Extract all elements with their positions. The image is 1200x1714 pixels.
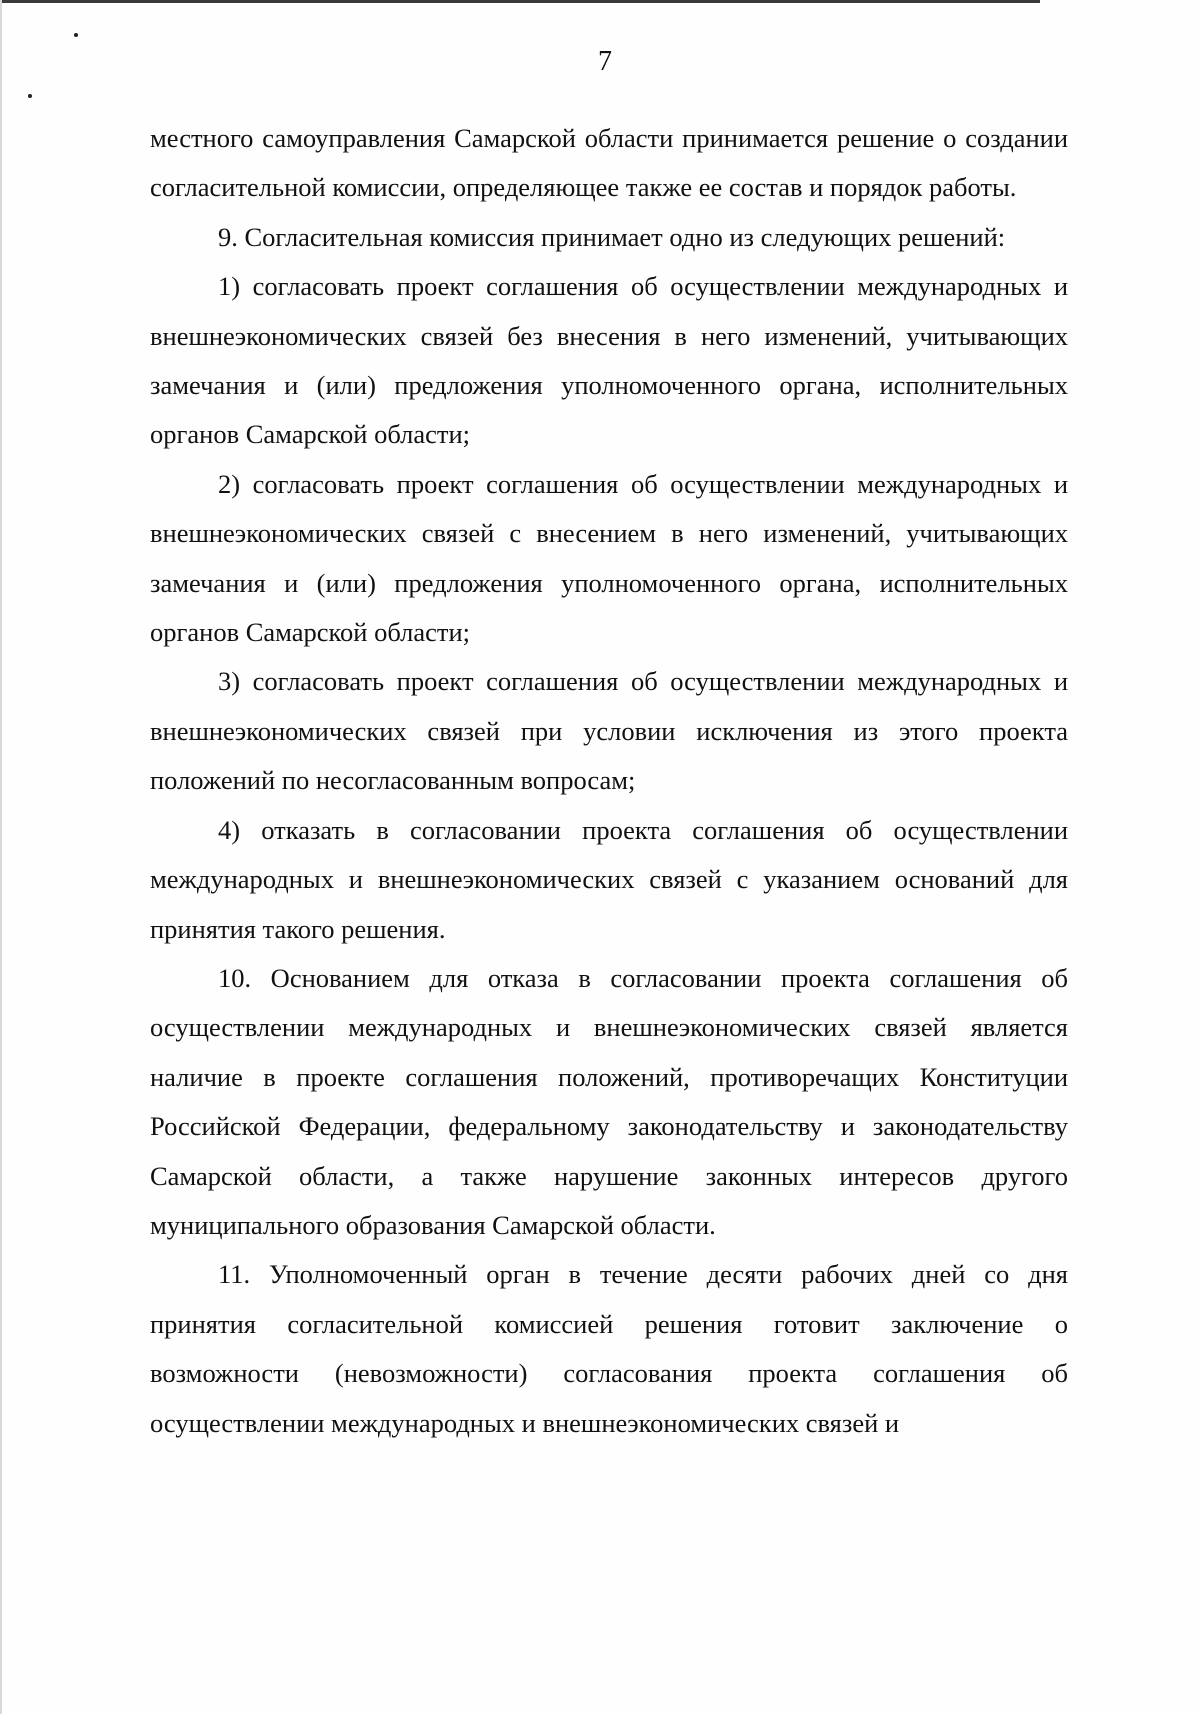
scan-left-edge [0, 0, 2, 1714]
paragraph-subitem-1: 1) согласовать проект соглашения об осуществлении международных и внешнеэкономических связей без внесения в него изменений, учитывающих замечания и (или) предложения уполномоченного органа, исполнительных органов Самарской области; [150, 271, 1068, 450]
paragraph-item-9: 9. Согласительная комиссия принимает одно из следующих решений: [218, 221, 1006, 252]
scan-speck [74, 33, 78, 37]
paragraph-continuation: местного самоуправления Самарской области принимается решение о создании согласительной комиссии, определяющее также ее состав и порядок работы. [150, 123, 1068, 203]
scan-top-border [0, 0, 1040, 3]
paragraph-subitem-3: 3) согласовать проект соглашения об осуществлении международных и внешнеэкономических связей при условии исключения из этого проекта положений по несогласованным вопросам; [150, 666, 1068, 796]
paragraph-item-11: 11. Уполномоченный орган в течение десяти рабочих дней со дня принятия согласительной комиссией решения готовит заключение о возможности (невозможности) согласования проекта соглашения об осуществлении международных и внешнеэкономических связей и [150, 1259, 1068, 1438]
paragraph-item-10: 10. Основанием для отказа в согласовании проекта соглашения об осуществлении международных и внешнеэкономических связей является наличие в проекте соглашения положений, противоречащих Конституции Российской Федерации, федеральному законодательству и законодательству Самарской области, а также нарушение законных интересов другого муниципального образования Самарской области. [150, 962, 1068, 1240]
paragraph-subitem-2: 2) согласовать проект соглашения об осуществлении международных и внешнеэкономических связей с внесением в него изменений, учитывающих замечания и (или) предложения уполномоченного органа, исполнительных органов Самарской области; [150, 468, 1068, 648]
paragraph-subitem-4: 4) отказать в согласовании проекта соглашения об осуществлении международных и внешнеэкономических связей с указанием оснований для принятия такого решения. [150, 814, 1068, 944]
page-number: 7 [598, 46, 612, 77]
document-body [150, 114, 1068, 1448]
scan-speck [28, 94, 32, 98]
